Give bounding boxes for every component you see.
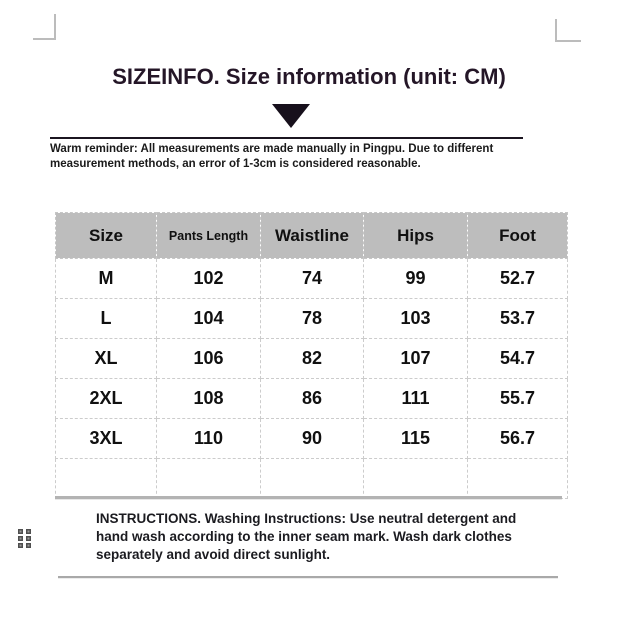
cell-hips: 111: [364, 379, 468, 419]
corner-mark-horizontal: [33, 38, 56, 40]
down-triangle-icon: [272, 104, 310, 128]
dot: [26, 536, 31, 541]
table-row-empty: [56, 459, 568, 499]
cell-pants-length: [157, 459, 261, 499]
table-row: [56, 259, 568, 299]
cell-pants-length: 110: [157, 419, 261, 459]
cell-size: [56, 459, 157, 499]
dot: [26, 543, 31, 548]
table-row: [56, 299, 568, 339]
cell-hips: 103: [364, 299, 468, 339]
corner-mark-vertical: [555, 19, 557, 42]
cell-hips: 115: [364, 419, 468, 459]
cell-foot: 55.7: [468, 379, 568, 419]
cell-pants-length: 108: [157, 379, 261, 419]
instructions-text: INSTRUCTIONS. Washing Instructions: Use neutral detergent and hand wash according to the inner seam mark. Wash dark clothes separately and avoid direct sunlight.: [96, 511, 517, 562]
dot: [18, 529, 23, 534]
corner-mark-vertical: [54, 14, 56, 40]
cell-size: M: [56, 259, 157, 299]
cell-foot: 52.7: [468, 259, 568, 299]
reminder-text: Warm reminder: All measurements are made manually in Pingpu. Due to different measurement methods, an error of 1-3cm is considered reasonable.: [50, 143, 494, 170]
header-waistline: Waistline: [261, 213, 364, 259]
cell-foot: 54.7: [468, 339, 568, 379]
cell-foot: [468, 459, 568, 499]
page-title: SIZEINFO. Size information (unit: CM): [112, 64, 506, 89]
cell-size: XL: [56, 339, 157, 379]
header-size: Size: [56, 213, 157, 259]
corner-mark-horizontal: [555, 40, 581, 42]
cell-hips: 107: [364, 339, 468, 379]
reminder-divider: [50, 137, 523, 139]
cell-waistline: [261, 459, 364, 499]
cell-size: 3XL: [56, 419, 157, 459]
cell-waistline: 90: [261, 419, 364, 459]
cell-waistline: 86: [261, 379, 364, 419]
table-row: [56, 339, 568, 379]
table-row: [56, 379, 568, 419]
cell-waistline: 82: [261, 339, 364, 379]
cell-waistline: 74: [261, 259, 364, 299]
header-hips: Hips: [364, 213, 468, 259]
bottom-divider: [58, 576, 558, 579]
cell-hips: 99: [364, 259, 468, 299]
cell-hips: [364, 459, 468, 499]
cell-pants-length: 102: [157, 259, 261, 299]
dots-grid-icon: [18, 529, 30, 548]
cell-foot: 56.7: [468, 419, 568, 459]
header-pants-length: Pants Length: [157, 213, 261, 259]
table-header-row: [56, 213, 568, 259]
cell-size: 2XL: [56, 379, 157, 419]
table-bottom-divider: [55, 496, 562, 500]
dot: [26, 529, 31, 534]
table-row: [56, 419, 568, 459]
dot: [18, 536, 23, 541]
header-foot: Foot: [468, 213, 568, 259]
cell-size: L: [56, 299, 157, 339]
cell-pants-length: 104: [157, 299, 261, 339]
cell-foot: 53.7: [468, 299, 568, 339]
cell-waistline: 78: [261, 299, 364, 339]
dot: [18, 543, 23, 548]
size-table: [55, 212, 568, 499]
cell-pants-length: 106: [157, 339, 261, 379]
